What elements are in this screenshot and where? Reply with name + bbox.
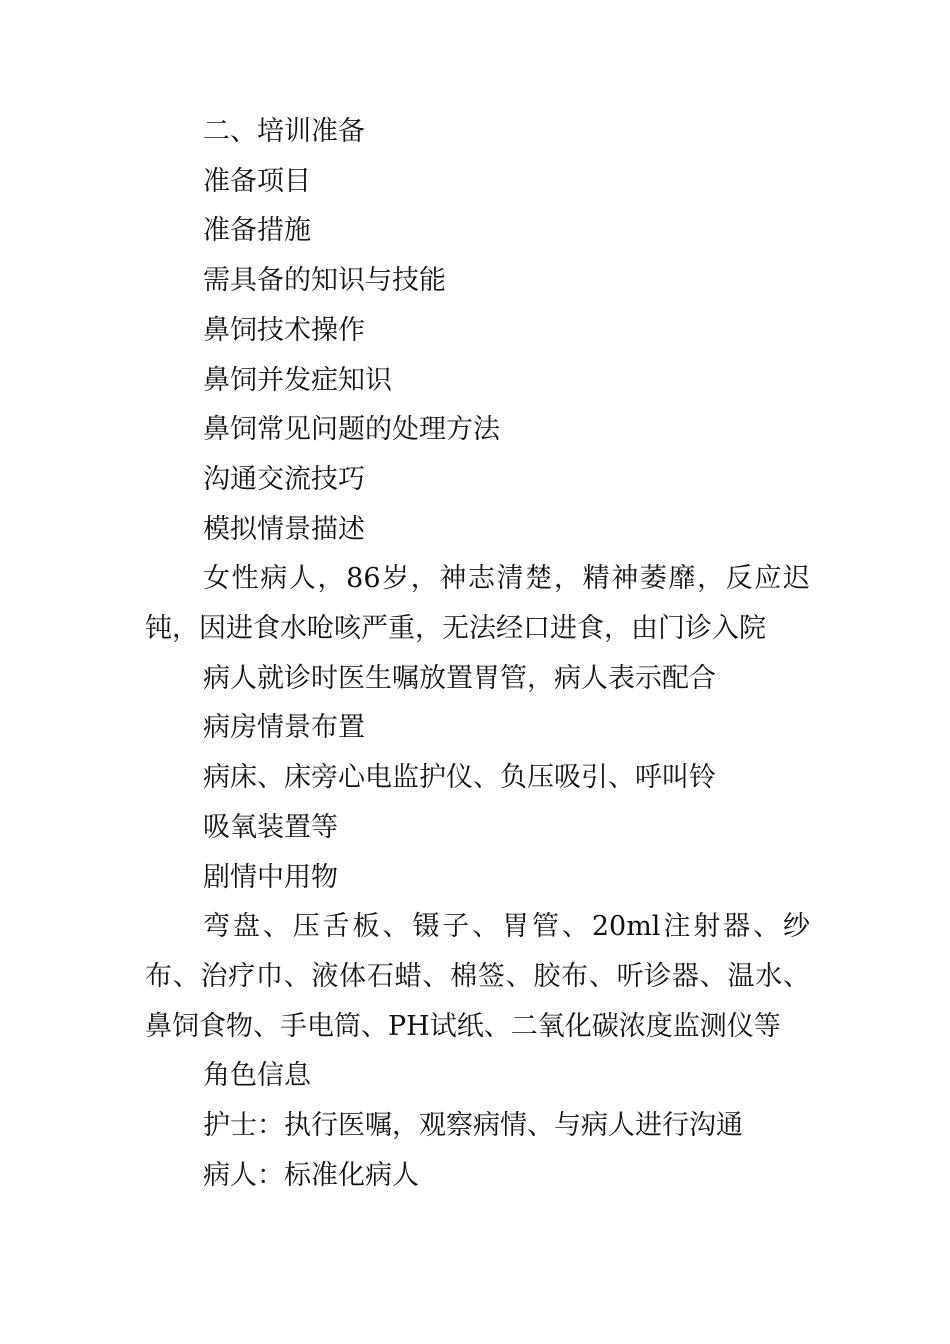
paragraph: 病床、床旁心电监护仪、负压吸引、呼叫铃 bbox=[203, 762, 716, 794]
paragraph: 沟通交流技巧 bbox=[203, 463, 365, 495]
paragraph: 弯盘、压舌板、镊子、胃管、20ml注射器、纱布、治疗巾、液体石蜡、棉签、胶布、听诊器、温水、鼻饲食物、手电筒、PH试纸、二氧化碳浓度监测仪等 bbox=[145, 911, 810, 1042]
paragraph: 护士：执行医嘱，观察病情、与病人进行沟通 bbox=[203, 1110, 743, 1142]
paragraph: 病房情景布置 bbox=[203, 712, 365, 744]
paragraph: 病人就诊时医生嘱放置胃管，病人表示配合 bbox=[203, 662, 716, 694]
paragraph: 需具备的知识与技能 bbox=[203, 265, 446, 297]
paragraph: 准备项目 bbox=[203, 165, 311, 197]
paragraph: 女性病人，86岁，神志清楚，精神萎靡，反应迟钝，因进食水呛咳严重，无法经口进食，由门诊入院 bbox=[145, 563, 810, 645]
paragraph: 吸氧装置等 bbox=[203, 811, 338, 843]
paragraph: 模拟情景描述 bbox=[203, 513, 365, 545]
paragraph: 鼻饲常见问题的处理方法 bbox=[203, 414, 500, 446]
paragraph: 准备措施 bbox=[203, 215, 311, 247]
paragraph: 角色信息 bbox=[203, 1060, 311, 1092]
paragraph: 鼻饲技术操作 bbox=[203, 314, 365, 346]
document-body bbox=[145, 107, 810, 1200]
paragraph: 病人：标准化病人 bbox=[203, 1159, 419, 1191]
paragraph: 剧情中用物 bbox=[203, 861, 338, 893]
paragraph: 鼻饲并发症知识 bbox=[203, 364, 392, 396]
section-heading: 二、培训准备 bbox=[203, 116, 365, 147]
